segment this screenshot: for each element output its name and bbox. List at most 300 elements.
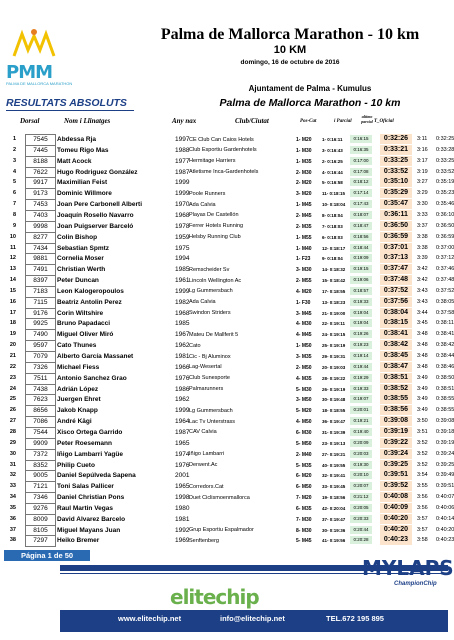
row-official-time: 0:38:45 — [380, 351, 412, 361]
row-pace: 3:38 — [417, 244, 428, 251]
row-real-time: 0:35:46 — [436, 201, 454, 208]
row-last-partial: 0:20:05 — [350, 504, 372, 512]
row-position: 6 — [12, 190, 16, 197]
row-year: 1999 — [175, 287, 190, 295]
row-last-partial: 0:17:00 — [350, 157, 372, 165]
footer-website[interactable]: www.elitechip.net — [118, 614, 182, 623]
row-name: Toni Salas Pallicer — [57, 483, 114, 491]
row-category: 2- M30 — [296, 169, 312, 176]
row-real-time: 0:40:14 — [436, 515, 454, 522]
section-underline — [6, 110, 134, 111]
row-position: 15 — [9, 287, 16, 294]
page-title: Palma de Mallorca Marathon - 10 km — [160, 26, 420, 43]
col-year: Any nax — [172, 117, 197, 125]
row-pace: 3:57 — [417, 526, 428, 533]
row-year: 1992 — [175, 526, 190, 534]
row-dorsal: 9276 — [25, 503, 56, 515]
table-row — [0, 534, 452, 548]
row-dorsal: 7297 — [25, 535, 56, 547]
row-real-time: 0:37:52 — [436, 287, 454, 294]
row-year: 1998 — [175, 494, 190, 502]
row-name: Leon Kalogeropoulos — [57, 287, 124, 295]
row-last-partial: 0:19:04 — [350, 319, 372, 327]
row-category: 2- M55 — [296, 278, 312, 285]
row-category: 4- M45 — [296, 332, 312, 339]
row-last-partial: 0:16:15 — [350, 135, 372, 143]
row-category: 4- M30 — [296, 321, 312, 328]
row-position: 7 — [12, 201, 16, 208]
row-last-partial: 0:19:04 — [350, 309, 372, 317]
col-dorsal: Dorsal — [20, 117, 40, 125]
row-partial-time: 9- 0:18:04 — [322, 256, 343, 262]
row-partial-time: 40- 0:19:55 — [322, 462, 346, 468]
row-last-partial: 0:20:03 — [350, 450, 372, 458]
row-official-time: 0:40:09 — [380, 503, 412, 513]
row-pace: 3:45 — [417, 320, 428, 327]
footer-phone: TEL.672 195 895 — [326, 614, 384, 623]
row-year: 1977 — [175, 157, 190, 165]
row-category: 1- M30 — [296, 147, 312, 154]
row-year: 1967 — [175, 331, 190, 339]
row-category: 4- M50 — [296, 419, 312, 426]
row-name: Beatriz Antolin Perez — [57, 298, 122, 306]
row-year: 1964 — [175, 418, 190, 426]
row-partial-time: 12- 0:18:17 — [322, 245, 346, 251]
row-year: 1997 — [175, 136, 190, 143]
row-name: Iñigo Lambarri Yagüe — [57, 450, 123, 458]
row-last-partial: 0:19:21 — [350, 417, 372, 425]
row-real-time: 0:39:49 — [436, 472, 454, 479]
row-pace: 3:29 — [417, 190, 428, 197]
row-pace: 3:49 — [417, 396, 428, 403]
row-year: 1968 — [175, 309, 190, 317]
row-name: Peter Roesemann — [57, 439, 112, 447]
row-real-time: 0:39:19 — [436, 439, 454, 446]
row-pace: 3:48 — [417, 363, 428, 370]
row-year: 1986 — [175, 385, 190, 393]
row-category: 1- M45 — [296, 202, 312, 209]
row-category: 5- M30 — [296, 386, 312, 393]
row-real-time: 0:39:25 — [436, 461, 454, 468]
row-category: 2- M35 — [296, 223, 312, 230]
row-pace: 3:42 — [417, 277, 428, 284]
row-official-time: 0:37:56 — [380, 297, 412, 307]
row-name: Matt Acock — [57, 157, 92, 165]
row-dorsal: 7434 — [25, 243, 56, 255]
row-partial-time: 5- 0:16:58 — [322, 180, 343, 186]
row-last-partial: 0:19:33 — [350, 385, 372, 393]
row-club: Ada Calvia — [189, 299, 216, 306]
row-name: Miguel Oliver Miró — [57, 331, 114, 339]
row-pace: 3:48 — [417, 353, 428, 359]
row-year: 1969 — [175, 537, 190, 545]
row-real-time: 0:35:19 — [436, 179, 454, 186]
row-real-time: 0:39:08 — [436, 418, 454, 425]
row-real-time: 0:37:58 — [436, 309, 454, 316]
row-official-time: 0:38:56 — [380, 405, 412, 415]
row-real-time: 0:40:06 — [436, 504, 454, 511]
row-partial-time: 6- 0:18:03 — [322, 234, 343, 240]
row-pace: 3:27 — [417, 179, 428, 186]
row-real-time: 0:37:48 — [436, 277, 454, 284]
row-official-time: 0:36:59 — [380, 232, 412, 242]
row-club: Iñigo Lambarri — [189, 451, 225, 458]
row-category: 7- M20 — [296, 495, 312, 502]
row-official-time: 0:33:25 — [380, 156, 412, 166]
row-official-time: 0:38:15 — [380, 318, 412, 328]
row-partial-time: 30- 0:19:48 — [322, 397, 346, 403]
row-real-time: 0:39:51 — [436, 483, 454, 490]
row-real-time: 0:38:11 — [436, 320, 454, 327]
row-position: 28 — [9, 428, 16, 435]
row-category: 1- F30 — [296, 299, 311, 306]
row-category: 2- M20 — [296, 180, 312, 187]
row-year: 1965 — [175, 483, 190, 491]
row-position: 10 — [9, 233, 16, 240]
row-position: 12 — [9, 255, 16, 262]
row-real-time: 0:36:50 — [436, 222, 454, 229]
row-club: Hermitage Harriers — [189, 158, 236, 165]
row-dorsal: 9925 — [25, 318, 56, 330]
row-year: 1976 — [175, 461, 190, 469]
row-dorsal: 7491 — [25, 264, 56, 276]
row-dorsal: 8656 — [25, 405, 56, 417]
row-position: 4 — [12, 168, 16, 175]
row-category: 1- M55 — [296, 234, 312, 241]
mylaps-logo: MYLAPS — [362, 556, 454, 580]
row-year: 1975 — [175, 244, 190, 252]
row-real-time: 0:38:42 — [436, 342, 454, 349]
row-partial-time: 28- 0:19:22 — [322, 375, 346, 381]
row-name: Maximilian Feist — [57, 179, 108, 187]
logo-subtext: PALMA DE MALLORCA MARATHON — [6, 81, 73, 86]
row-dorsal: 9917 — [25, 177, 56, 189]
row-position: 30 — [9, 450, 16, 457]
row-category: 6- M50 — [296, 484, 312, 491]
row-real-time: 0:33:25 — [436, 157, 454, 164]
row-position: 36 — [9, 515, 16, 522]
row-last-partial: 0:20:07 — [350, 482, 372, 490]
row-club: CAV Calvia — [189, 429, 217, 436]
row-partial-time: 8- 0:18:04 — [322, 212, 343, 218]
row-club: Club Esportiu Gardenhotels — [189, 147, 257, 154]
row-position: 22 — [9, 363, 16, 370]
row-real-time: 0:35:23 — [436, 190, 454, 197]
row-last-partial: 0:19:40 — [350, 428, 372, 436]
row-category: 3- M35 — [296, 354, 312, 360]
row-category: 1- M35 — [296, 158, 312, 165]
row-partial-time: 37- 0:19:47 — [322, 516, 346, 522]
row-category: 1- M40 — [296, 245, 312, 252]
row-club: Ferrer Hotels Running — [189, 223, 244, 230]
row-last-partial: 0:17:08 — [350, 168, 372, 176]
organizer: Ajuntament de Palma - Kumulus — [248, 84, 372, 93]
row-last-partial: 0:18:44 — [350, 244, 372, 252]
row-pace: 3:51 — [417, 428, 428, 435]
col-partial: i Parcial — [334, 119, 352, 124]
row-official-time: 0:37:47 — [380, 264, 412, 274]
row-name: Michael Fiess — [57, 363, 100, 371]
row-name: Raul Martin Vegas — [57, 504, 113, 512]
row-name: Daniel Sepúlveda Sapena — [57, 472, 136, 480]
row-last-partial: 0:20:33 — [350, 515, 372, 523]
row-year: 1999 — [175, 190, 190, 198]
row-name: André Kägi — [57, 418, 92, 426]
row-name: Philip Cueto — [57, 461, 95, 469]
row-pace: 3:49 — [417, 374, 428, 381]
row-category: 1- M20 — [296, 137, 312, 143]
row-last-partial: 0:19:09 — [350, 254, 372, 262]
row-category: 2- M50 — [296, 364, 312, 371]
row-dorsal: 7490 — [25, 329, 56, 341]
row-official-time: 0:39:24 — [380, 449, 412, 459]
row-club: Helsby Running Club — [189, 234, 241, 241]
row-real-time: 0:33:52 — [436, 168, 454, 175]
row-position: 18 — [9, 320, 16, 327]
row-name: Heiko Bremer — [57, 537, 100, 545]
row-category: 5- M35 — [296, 462, 312, 469]
row-dorsal: 7511 — [25, 373, 56, 385]
row-year: 1970 — [175, 201, 190, 209]
logo-text: PMM — [6, 62, 53, 83]
row-name: Sebastian Spmtz — [57, 244, 110, 252]
row-last-partial: 0:19:44 — [350, 363, 372, 371]
row-position: 23 — [9, 374, 16, 381]
row-dorsal: 7079 — [25, 351, 56, 363]
row-year: 1980 — [175, 504, 190, 512]
row-name: Peter Duncan — [57, 277, 99, 285]
row-club: Lincoln Wellington Ac — [189, 277, 242, 284]
row-dorsal: 7453 — [25, 199, 56, 211]
row-pace: 3:58 — [417, 537, 428, 544]
row-partial-time: 23- 0:19:13 — [322, 440, 346, 446]
row-real-time: 0:38:46 — [436, 363, 454, 370]
row-partial-time: 33- 0:19:45 — [322, 484, 346, 490]
row-pace: 3:48 — [417, 342, 428, 349]
row-dorsal: 9005 — [25, 470, 56, 482]
row-year: 1985 — [175, 320, 190, 328]
row-official-time: 0:35:47 — [380, 199, 412, 209]
row-pace: 3:43 — [417, 287, 428, 294]
row-dorsal: 9176 — [25, 308, 56, 320]
row-partial-time: 26- 0:19:19 — [322, 386, 346, 392]
row-dorsal: 9998 — [25, 221, 56, 233]
row-real-time: 0:38:55 — [436, 396, 454, 403]
row-pace: 3:43 — [417, 298, 428, 305]
row-category: 2- M45 — [296, 212, 312, 219]
row-real-time: 0:32:25 — [436, 136, 454, 142]
row-category: 7- M30 — [296, 516, 312, 523]
row-club: Remscheider Sv — [189, 266, 230, 273]
row-partial-time: 7- 0:18:03 — [322, 223, 343, 229]
row-official-time: 0:40:23 — [380, 535, 412, 545]
row-dorsal: 7438 — [25, 384, 56, 396]
col-official: T_Oficial — [374, 119, 394, 124]
row-name: Adrián López — [57, 385, 99, 393]
row-last-partial: 0:19:33 — [350, 298, 372, 306]
row-official-time: 0:37:48 — [380, 275, 412, 285]
row-official-time: 0:37:52 — [380, 286, 412, 296]
row-club: Mateu De Mallferit 5 — [189, 331, 239, 338]
row-club: Ada Calvia — [189, 201, 216, 208]
row-year: 1976 — [175, 374, 190, 382]
row-dorsal: 7086 — [25, 416, 56, 428]
row-club: Lac Tv Unterstrass — [189, 418, 236, 425]
row-club: Lag-Wesertal — [189, 364, 222, 371]
row-dorsal: 7326 — [25, 362, 56, 374]
row-dorsal: 8105 — [25, 525, 56, 537]
row-dorsal: 9909 — [25, 438, 56, 450]
row-real-time: 0:40:07 — [436, 494, 454, 501]
row-position: 19 — [9, 331, 16, 338]
row-dorsal: 7121 — [25, 481, 56, 493]
row-position: 32 — [9, 472, 16, 479]
row-category: 3- M50 — [296, 397, 312, 404]
row-partial-time: 10- 0:18:04 — [322, 202, 346, 208]
row-club: Atletisme Inca-Gardenhotels — [189, 169, 259, 176]
row-club: Poole Runners — [189, 190, 226, 197]
row-last-partial: 0:21:12 — [350, 493, 372, 501]
row-real-time: 0:36:59 — [436, 233, 454, 240]
row-dorsal: 7622 — [25, 167, 56, 179]
row-real-time: 0:36:10 — [436, 211, 454, 218]
row-official-time: 0:35:29 — [380, 188, 412, 198]
page-indicator: Página 1 de 50 — [4, 550, 90, 561]
row-year: 1981 — [175, 353, 190, 360]
row-name: Xisco Ortega Garrido — [57, 428, 123, 436]
row-club: Cato — [189, 342, 201, 349]
row-pace: 3:50 — [417, 418, 428, 425]
row-category: 2- M40 — [296, 451, 312, 458]
row-club: Cic - Bj Aluminox — [189, 353, 231, 360]
row-name: Jakob Knapp — [57, 407, 98, 415]
row-category: 3- M45 — [296, 310, 312, 317]
row-position: 8 — [12, 211, 16, 218]
row-category: 8- M30 — [296, 527, 312, 534]
row-club: Club Sunesporte — [189, 375, 230, 382]
row-dorsal: 8397 — [25, 275, 56, 287]
row-partial-time: 22- 0:19:11 — [322, 321, 346, 327]
row-real-time: 0:38:51 — [436, 385, 454, 392]
row-year: 1981 — [175, 515, 190, 523]
row-dorsal: 8188 — [25, 156, 56, 168]
row-category: 1- M50 — [296, 343, 312, 350]
row-position: 24 — [9, 385, 16, 392]
row-official-time: 0:37:13 — [380, 253, 412, 263]
row-official-time: 0:32:26 — [380, 134, 412, 144]
row-pace: 3:57 — [417, 515, 428, 522]
row-year: 1968 — [175, 211, 190, 219]
row-real-time: 0:38:41 — [436, 331, 454, 338]
row-partial-time: 14- 0:18:32 — [322, 267, 346, 273]
row-partial-time: 17- 0:18:55 — [322, 288, 346, 294]
row-partial-time: 25- 0:19:19 — [322, 343, 346, 349]
footer-email[interactable]: info@elitechip.net — [220, 614, 285, 623]
row-last-partial: 0:18:12 — [350, 178, 372, 186]
row-club: Corredors.Cat — [189, 483, 224, 490]
row-last-partial: 0:17:14 — [350, 189, 372, 197]
row-pace: 3:19 — [417, 168, 428, 175]
row-real-time: 0:40:20 — [436, 526, 454, 533]
row-name: Christian Werth — [57, 266, 106, 274]
row-name: Hugo Rodriguez González — [57, 168, 138, 176]
row-position: 37 — [9, 526, 16, 533]
row-official-time: 0:38:42 — [380, 340, 412, 350]
row-dorsal: 9881 — [25, 253, 56, 265]
col-club: Club/Ciutat — [235, 117, 269, 125]
row-last-partial: 0:18:47 — [350, 222, 372, 230]
row-category: 5- M50 — [296, 440, 312, 447]
row-official-time: 0:39:25 — [380, 460, 412, 470]
row-name: Cornelia Moser — [57, 255, 104, 263]
row-pace: 3:11 — [417, 136, 428, 142]
row-year: 1966 — [175, 363, 190, 371]
row-year: 1978 — [175, 222, 190, 230]
row-official-time: 0:38:51 — [380, 373, 412, 383]
row-year: 1999 — [175, 407, 190, 415]
row-year: 1959 — [175, 233, 190, 241]
row-name: Alberto García Massanet — [57, 353, 134, 360]
row-club: Senftenberg — [189, 537, 219, 544]
row-official-time: 0:36:11 — [380, 210, 412, 220]
row-position: 21 — [9, 353, 16, 359]
row-real-time: 0:37:12 — [436, 255, 454, 262]
row-real-time: 0:38:05 — [436, 298, 454, 305]
row-pace: 3:56 — [417, 504, 428, 511]
row-position: 13 — [9, 266, 16, 273]
row-partial-time: 41- 0:19:56 — [322, 538, 346, 544]
row-official-time: 0:38:55 — [380, 394, 412, 404]
row-official-time: 0:39:51 — [380, 470, 412, 480]
row-partial-time: 19- 0:18:56 — [322, 495, 346, 501]
row-category: 4- M20 — [296, 288, 312, 295]
row-official-time: 0:40:20 — [380, 525, 412, 535]
row-official-time: 0:38:47 — [380, 362, 412, 372]
row-last-partial: 0:18:56 — [350, 233, 372, 241]
row-pace: 3:38 — [417, 233, 428, 240]
row-partial-time: 3- 0:16:43 — [322, 147, 343, 153]
row-position: 26 — [9, 407, 16, 414]
row-partial-time: 11- 0:18:15 — [322, 191, 346, 197]
row-dorsal: 8009 — [25, 514, 56, 526]
row-name: Dominic Willmore — [57, 190, 112, 198]
row-last-partial: 0:17:43 — [350, 200, 372, 208]
race-title: Palma de Mallorca Marathon - 10 km — [219, 97, 401, 109]
row-position: 35 — [9, 504, 16, 511]
row-dorsal: 7623 — [25, 394, 56, 406]
row-partial-time: 21- 0:19:00 — [322, 310, 346, 316]
row-year: 1999 — [175, 179, 190, 187]
row-dorsal: 7544 — [25, 427, 56, 439]
row-last-partial: 0:19:07 — [350, 395, 372, 403]
row-partial-time: 24- 0:19:15 — [322, 332, 346, 338]
row-position: 20 — [9, 342, 16, 349]
championchip-logo: ChampionChip — [394, 581, 437, 587]
row-pace: 3:54 — [417, 472, 428, 479]
row-pace: 3:16 — [417, 146, 428, 153]
row-official-time: 0:40:20 — [380, 514, 412, 524]
row-last-partial: 0:19:30 — [350, 461, 372, 469]
row-name: Tomeu Rigo Mas — [57, 146, 109, 154]
row-pace: 3:49 — [417, 385, 428, 392]
row-position: 27 — [9, 418, 16, 425]
row-year: 1982 — [175, 298, 190, 306]
row-pace: 3:52 — [417, 461, 428, 468]
race-date: domingo, 16 de octubre de 2016 — [240, 59, 340, 66]
row-partial-time: 30- 0:19:36 — [322, 527, 346, 533]
row-last-partial: 0:20:09 — [350, 439, 372, 447]
row-official-time: 0:38:04 — [380, 308, 412, 318]
